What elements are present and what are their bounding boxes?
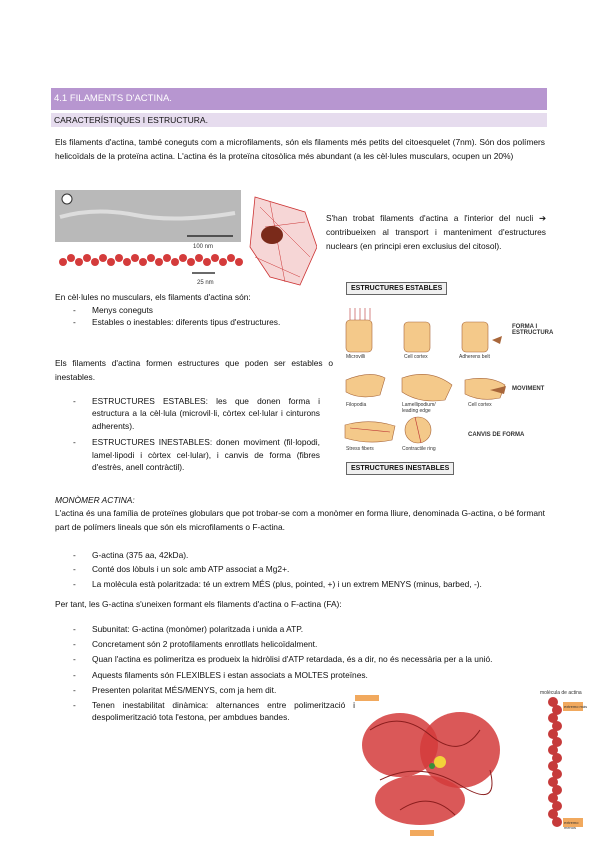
list-item: - Presenten polaritat MÉS/MENYS, com ja hem dit. <box>55 684 545 696</box>
list-item: - G-actina (375 aa, 42kDa). <box>55 549 545 561</box>
label-forma-estructura: FORMA I ESTRUCTURA <box>512 324 554 336</box>
list-item: - Aquests filaments són FLEXIBLES i estan associats a MOLTES proteïnes. <box>55 669 545 681</box>
label-molecula-actina: molècula de actina <box>540 690 582 696</box>
caption-microvilli: Microvilli <box>346 354 366 360</box>
caption-adherens-belt: Adherens belt <box>459 354 490 360</box>
actin-structures-figure <box>340 282 554 480</box>
label-extremo-menos: extremo menos <box>564 820 579 830</box>
monomer-title: MONÒMER ACTINA: <box>55 495 135 505</box>
list-item: - Quan l'actina es polimeritza es produeix la hidròlisi d'ATP retardada, és a dir, no és necessària per a la unió. <box>55 653 545 665</box>
structures-intro: Els filaments d'actina formen estructures que poden ser estables o inestables. <box>55 358 333 382</box>
list-item: - La molècula està polaritzada: té un extrem MÉS (plus, pointed, +) i un extrem MENYS (minus, barbed, -). <box>55 578 545 590</box>
list-item: - ESTRUCTURES ESTABLES: les que donen forma i estructura a la cèl·lula (microvil·li, còrtex cel·lular i cinturons adherents). <box>55 395 320 432</box>
structures-list <box>55 395 320 473</box>
list-item: - Estables o inestables: diferents tipus d'estructures. <box>55 316 325 328</box>
list-item: - Subunitat: G-actina (monòmer) polaritzada i unida a ATP. <box>55 623 545 635</box>
actin-molecule-illustration <box>340 690 590 840</box>
gactin-list <box>55 549 545 590</box>
label-moviment: MOVIMENT <box>512 386 545 392</box>
intro-paragraph: Els filaments d'actina, també coneguts com a microfilaments, són els filaments més petits del citoesquelet (7nm). Són dos polímers helicoïdals de la proteïna actina. L'actina és la proteïna citosòlica més abundant (a les cèl·lules musculars, ocupen un 20%) <box>55 137 545 161</box>
microfilament-figure <box>55 187 317 287</box>
caption-stress-fibers: Stress fibers <box>346 446 374 452</box>
caption-cell-cortex-1: Cell cortex <box>404 354 428 360</box>
label-canvis-forma: CANVIS DE FORMA <box>468 432 525 438</box>
actin-molecule-figure <box>340 690 590 840</box>
stable-structures-label: ESTRUCTURES ESTABLES <box>346 282 447 295</box>
subsection-header: CARACTERÍSTIQUES I ESTRUCTURA. <box>51 113 547 127</box>
microfilament-illustration <box>55 187 317 287</box>
monomer-paragraph: L'actina és una família de proteïnes globulars que pot trobar-se com a monòmer en forma lliure, denominada G-actina, o bé formant part de polímers lineals que són els microfilaments o F-actina. <box>55 508 545 532</box>
fa-intro: Per tant, les G-actina s'uneixen formant els filaments d'actina o F-actina (FA): <box>55 599 342 609</box>
scale-label-100nm: 100 nm <box>193 244 214 250</box>
section-header: 4.1 FILAMENTS D'ACTINA. <box>51 88 547 110</box>
scale-label-25nm: 25 nm <box>197 280 214 286</box>
caption-lamellipodium: Lamellipodium/ leading edge <box>402 402 436 414</box>
caption-cell-cortex-2: Cell cortex <box>468 402 492 408</box>
nonmuscle-list <box>55 304 325 329</box>
list-item: - Concretament són 2 protofilaments enrotllats helicoïdalment. <box>55 638 545 650</box>
unstable-structures-label: ESTRUCTURES INESTABLES <box>346 462 454 475</box>
nucleus-paragraph: S'han trobat filaments d'actina a l'interior del nucli ➔ contribueixen al transport i manteniment d'estructures nuclears (en principi eren exclusius del citosol). <box>326 213 546 251</box>
list-item: - Tenen inestabilitat dinàmica: alternances entre polimerització i despolimerització tota l'estona, per ambdues bandes. <box>55 699 355 724</box>
caption-contractile-ring: Contractile ring <box>402 446 436 452</box>
list-item: - Conté dos lòbuls i un solc amb ATP associat a Mg2+. <box>55 563 545 575</box>
list-item: - ESTRUCTURES INESTABLES: donen moviment (fil·lopodi, lamel·lipodi i còrtex cel·lular), i canvis de forma (fibres d'estrès, anell contràctil). <box>55 436 320 473</box>
nonmuscle-intro: En cèl·lules no musculars, els filaments d'actina són: <box>55 292 251 302</box>
list-item: - Menys coneguts <box>55 304 325 316</box>
caption-filopodia: Filopodia <box>346 402 367 408</box>
label-extremo-mas: extremo más <box>564 704 588 709</box>
